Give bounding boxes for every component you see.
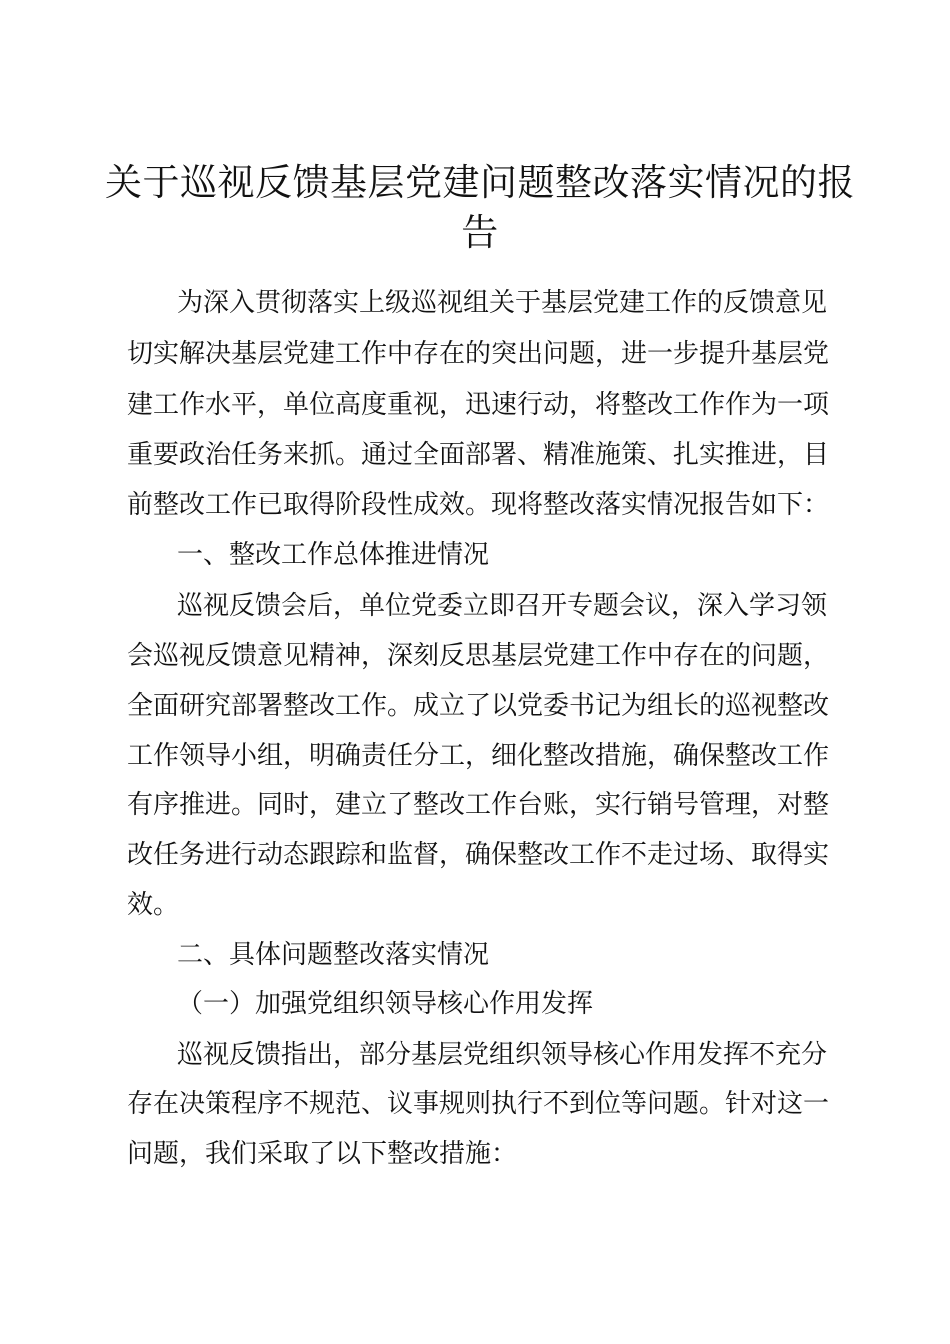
paragraph-line: 重要政治任务来抓。通过全面部署、精准施策、扎实推进，目 [127, 440, 830, 470]
section-heading: 一、整改工作总体推进情况 [177, 540, 490, 570]
paragraph-line: 存在决策程序不规范、议事规则执行不到位等问题。针对这一 [127, 1089, 830, 1119]
paragraph-line: 有序推进。同时，建立了整改工作台账，实行销号管理，对整 [127, 790, 830, 820]
section-heading: 二、具体问题整改落实情况 [177, 940, 490, 970]
paragraph-line: 为深入贯彻落实上级巡视组关于基层党建工作的反馈意见 [177, 288, 828, 318]
paragraph-line: 前整改工作已取得阶段性成效。现将整改落实情况报告如下： [127, 490, 830, 520]
document-title: 关于巡视反馈基层党建问题整改落实情况的报告 [105, 161, 855, 254]
paragraph-line: 建工作水平，单位高度重视，迅速行动，将整改工作作为一项 [127, 390, 830, 420]
paragraph-line: 会巡视反馈意见精神，深刻反思基层党建工作中存在的问题， [127, 641, 830, 671]
paragraph-line: 切实解决基层党建工作中存在的突出问题，进一步提升基层党 [127, 339, 830, 369]
paragraph-line: 效。 [127, 890, 180, 920]
subsection-heading: （一）加强党组织领导核心作用发挥 [177, 989, 594, 1019]
paragraph-line: 改任务进行动态跟踪和监督，确保整改工作不走过场、取得实 [127, 840, 830, 870]
paragraph-line: 巡视反馈指出，部分基层党组织领导核心作用发挥不充分 [177, 1040, 828, 1070]
paragraph-line: 巡视反馈会后，单位党委立即召开专题会议，深入学习领 [177, 591, 828, 621]
paragraph-line: 全面研究部署整改工作。成立了以党委书记为组长的巡视整改 [127, 691, 830, 721]
paragraph-line: 问题，我们采取了以下整改措施： [127, 1139, 518, 1169]
paragraph-line: 工作领导小组，明确责任分工，细化整改措施，确保整改工作 [127, 741, 830, 771]
